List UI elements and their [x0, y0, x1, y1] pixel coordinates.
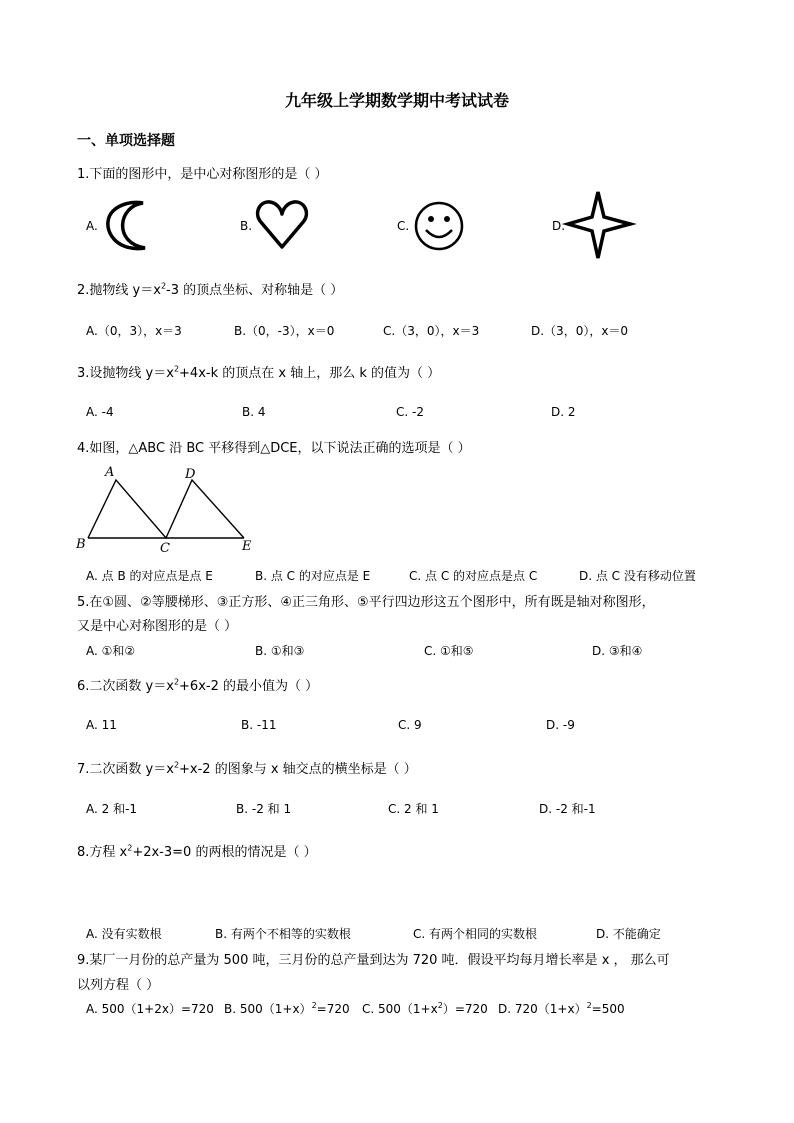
q8-option-b: B. 有两个不相等的实数根 — [215, 927, 351, 941]
q1-option-d-label: D. — [552, 219, 566, 233]
page-title: 九年级上学期数学期中考试试卷 — [284, 91, 509, 110]
question-3-stem: 3.设抛物线 $y=x^2+4x-k$ 的顶点在 x 轴上，那么 k 的值为（ ） — [77, 364, 441, 381]
q8-option-a: A. 没有实数根 — [86, 927, 162, 941]
point-e-label: E — [242, 539, 252, 554]
q6-option-c: C. 9 — [398, 718, 422, 732]
q2-option-b: B.（0，-3），x＝0 — [234, 324, 335, 338]
q5-option-d: D. ③和④ — [592, 644, 643, 658]
question-1-stem: 1.下面的图形中，是中心对称图形的是（ ） — [77, 167, 328, 182]
question-5-stem-line1: 5.在①圆、②等腰梯形、③正方形、④正三角形、⑤平行四边形这五个图形中，所有既是轴对称图形， — [77, 595, 655, 610]
crescent-moon-icon — [100, 198, 152, 252]
q8-option-c: C. 有两个相同的实数根 — [413, 927, 538, 941]
question-9-stem-line1: 9.某厂一月份的总产量为 500 吨，三月份的总产量到达为 720 吨．假设平均每月增长率是 x ， 那么可 — [77, 953, 670, 968]
q7-option-d: D. -2 和-1 — [539, 802, 596, 816]
q8-option-d: D. 不能确定 — [596, 927, 661, 941]
q1-option-a-label: A. — [86, 219, 98, 233]
question-7-stem: 7.二次函数 $y=x^2+x-2$ 的图象与 x 轴交点的横坐标是（ ） — [77, 760, 417, 777]
question-4-stem: 4.如图，△ABC 沿 BC 平移得到△DCE，以下说法正确的选项是（ ） — [77, 441, 471, 456]
point-c-label: C — [160, 541, 170, 556]
q4-option-d: D. 点 C 没有移动位置 — [579, 569, 696, 583]
q2-option-d: D.（3，0），x＝0 — [531, 324, 629, 338]
q7-option-b: B. -2 和 1 — [236, 802, 292, 816]
section-heading: 一、单项选择题 — [77, 133, 175, 149]
smiley-face-icon — [413, 201, 465, 251]
question-5-stem-line2: 又是中心对称图形的是（ ） — [77, 619, 238, 634]
point-b-label: B — [76, 537, 86, 552]
q6-option-b: B. -11 — [241, 718, 277, 732]
q5-option-b: B. ①和③ — [255, 644, 305, 658]
q2-option-a: A.（0，3），x＝3 — [86, 324, 182, 338]
q7-option-c: C. 2 和 1 — [388, 802, 439, 816]
q7-option-a: A. 2 和-1 — [86, 802, 138, 816]
q1-option-b-label: B. — [240, 219, 253, 233]
q3-option-c: C. -2 — [396, 405, 424, 419]
q5-option-a: A. ①和② — [86, 644, 136, 658]
q9-option-d: D. $720(1+x)^2=500$ — [498, 1001, 625, 1016]
question-8-stem: 8.方程 $x^2+2x-3=0$ 的两根的情况是（ ） — [77, 843, 317, 860]
q4-option-c: C. 点 C 的对应点是点 C — [409, 569, 538, 583]
q9-option-c: C. $500(1+x^2)=720$ — [362, 1001, 488, 1016]
q5-option-c: C. ①和⑤ — [424, 644, 474, 658]
point-a-label: A — [105, 465, 115, 480]
q6-option-d: D. -9 — [546, 718, 575, 732]
heart-icon — [255, 199, 309, 251]
q6-option-a: A. 11 — [86, 718, 117, 732]
question-9-stem-line2: 以列方程（ ） — [77, 978, 160, 993]
q3-option-a: A. -4 — [86, 405, 114, 419]
point-d-label: D — [185, 467, 196, 482]
q4-option-a: A. 点 B 的对应点是点 E — [86, 569, 213, 583]
q3-option-d: D. 2 — [551, 405, 576, 419]
question-6-stem: 6.二次函数 $y=x^2+6x-2$ 的最小值为（ ） — [77, 677, 319, 694]
q9-option-b: B. $500(1+x)^2=720$ — [224, 1001, 350, 1016]
translation-figure — [74, 462, 264, 554]
q3-option-b: B. 4 — [242, 405, 266, 419]
q9-option-a: A. 500（1+2x）=720 — [86, 1002, 214, 1016]
question-2-stem: 2.抛物线 $y=x^2-3$ 的顶点坐标、对称轴是（ ） — [77, 281, 344, 298]
q1-option-c-label: C. — [397, 219, 410, 233]
four-point-star-icon — [566, 190, 632, 260]
q2-option-c: C.（3，0），x＝3 — [383, 324, 480, 338]
q4-option-b: B. 点 C 的对应点是 E — [255, 569, 371, 583]
